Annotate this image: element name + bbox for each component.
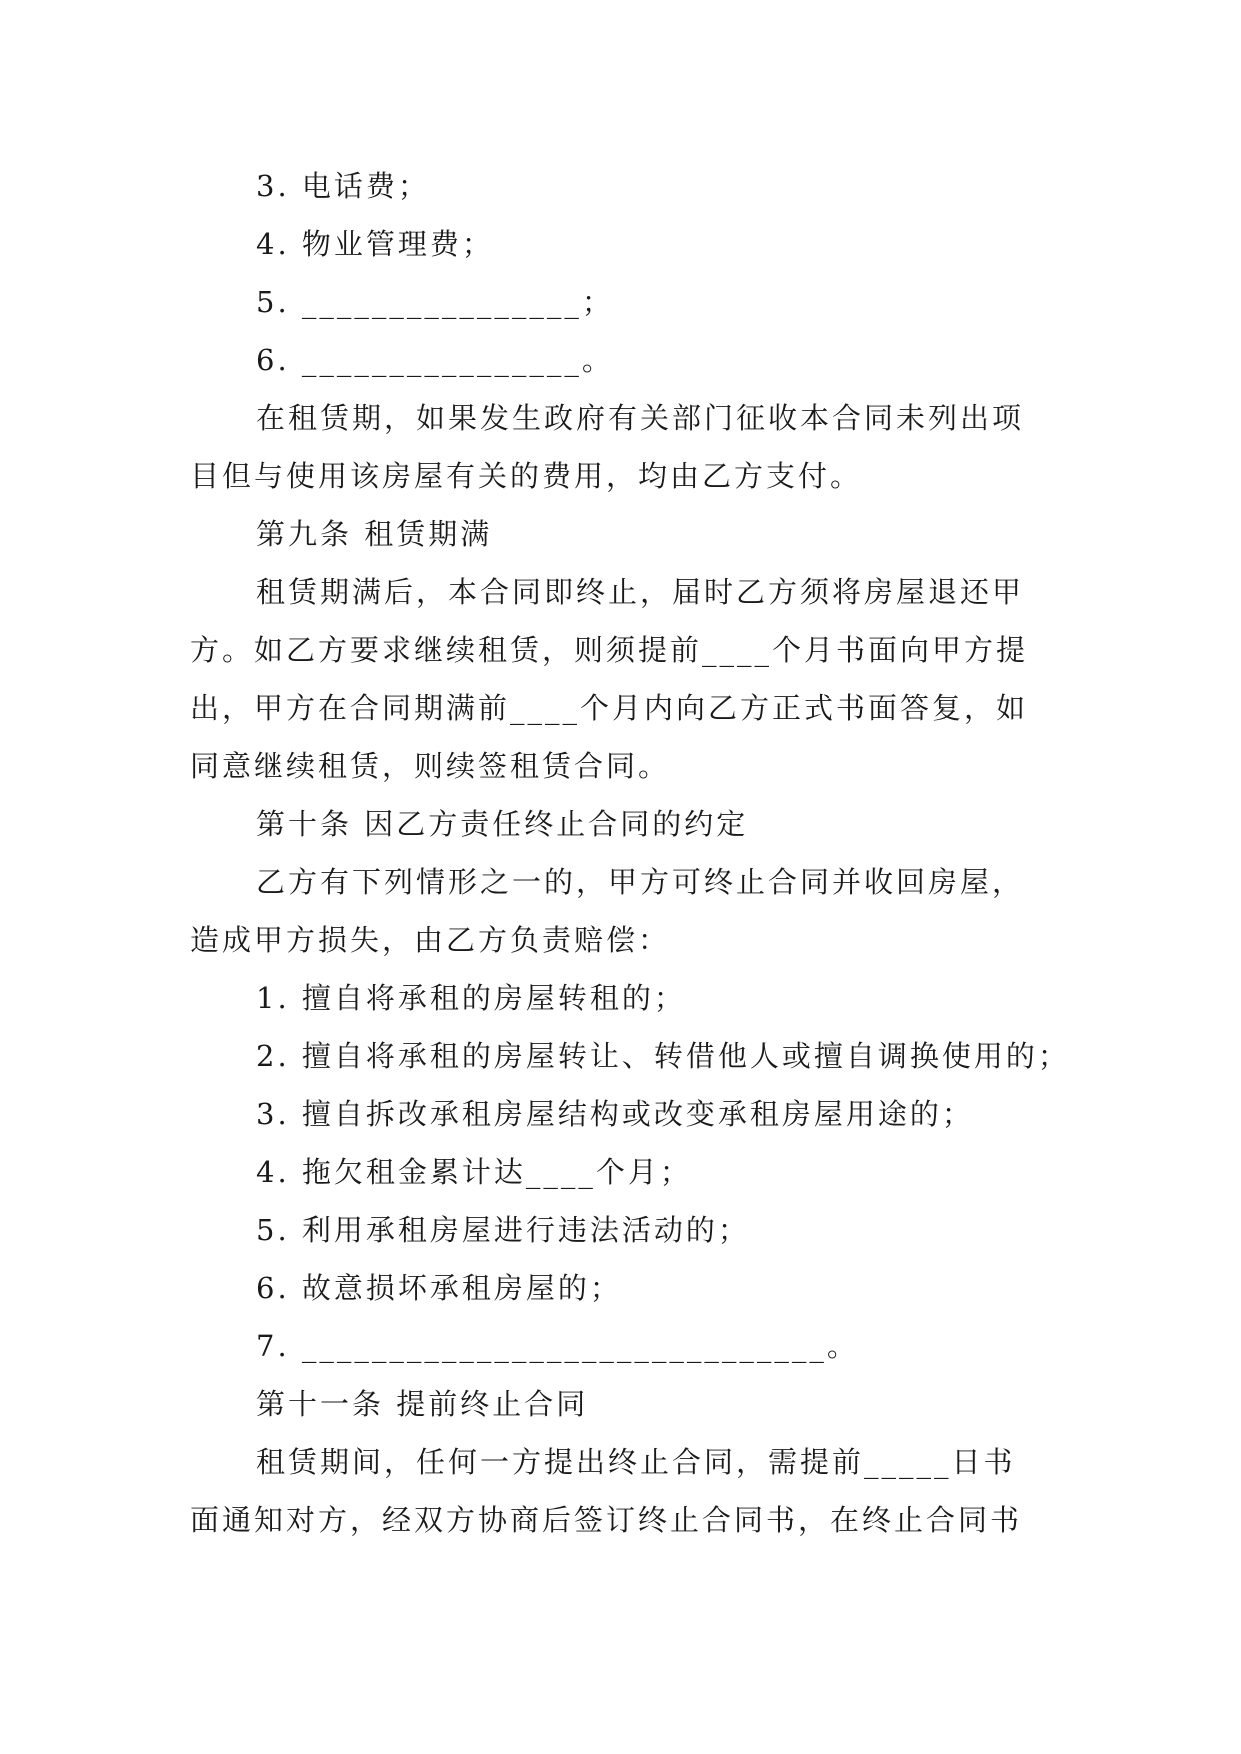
paragraph-line: 造成甲方损失，由乙方负责赔偿： <box>190 923 671 957</box>
list-item-property-fee: 4. 物业管理费； <box>256 227 494 261</box>
paragraph-line: 乙方有下列情形之一的，甲方可终止合同并收回房屋， <box>256 865 1025 899</box>
list-item: 4. 拖欠租金累计达____个月； <box>256 1155 692 1189</box>
list-item-blank-6: 6. ________________。 <box>256 343 614 377</box>
list-item: 6. 故意损坏承租房屋的； <box>256 1271 622 1305</box>
list-item: 3. 擅自拆改承租房屋结构或改变承租房屋用途的； <box>256 1097 974 1131</box>
list-item-telephone-fee: 3. 电话费； <box>256 169 430 203</box>
list-item-blank-7: 7. ______________________________。 <box>256 1329 859 1363</box>
paragraph-line: 同意继续租赁，则续签租赁合同。 <box>190 749 671 783</box>
paragraph-line: 租赁期满后，本合同即终止，届时乙方须将房屋退还甲 <box>256 575 1025 609</box>
paragraph-line: 目但与使用该房屋有关的费用，均由乙方支付。 <box>190 459 863 493</box>
list-item-blank-5: 5. ________________； <box>256 285 614 319</box>
paragraph-line: 方。如乙方要求继续租赁，则须提前____个月书面向甲方提 <box>190 633 1029 667</box>
paragraph-line: 租赁期间，任何一方提出终止合同，需提前_____日书 <box>256 1445 1016 1479</box>
list-item: 5. 利用承租房屋进行违法活动的； <box>256 1213 750 1247</box>
paragraph-line: 在租赁期，如果发生政府有关部门征收本合同未列出项 <box>256 401 1025 435</box>
list-item: 2. 擅自将承租的房屋转让、转借他人或擅自调换使用的； <box>256 1039 1070 1073</box>
paragraph-line: 面通知对方，经双方协商后签订终止合同书，在终止合同书 <box>190 1503 1023 1537</box>
article-heading-11: 第十一条 提前终止合同 <box>256 1387 589 1421</box>
article-heading-10: 第十条 因乙方责任终止合同的约定 <box>256 807 749 841</box>
article-heading-9: 第九条 租赁期满 <box>256 517 493 551</box>
list-item: 1. 擅自将承租的房屋转租的； <box>256 981 686 1015</box>
paragraph-line: 出，甲方在合同期满前____个月内向乙方正式书面答复，如 <box>190 691 1029 725</box>
